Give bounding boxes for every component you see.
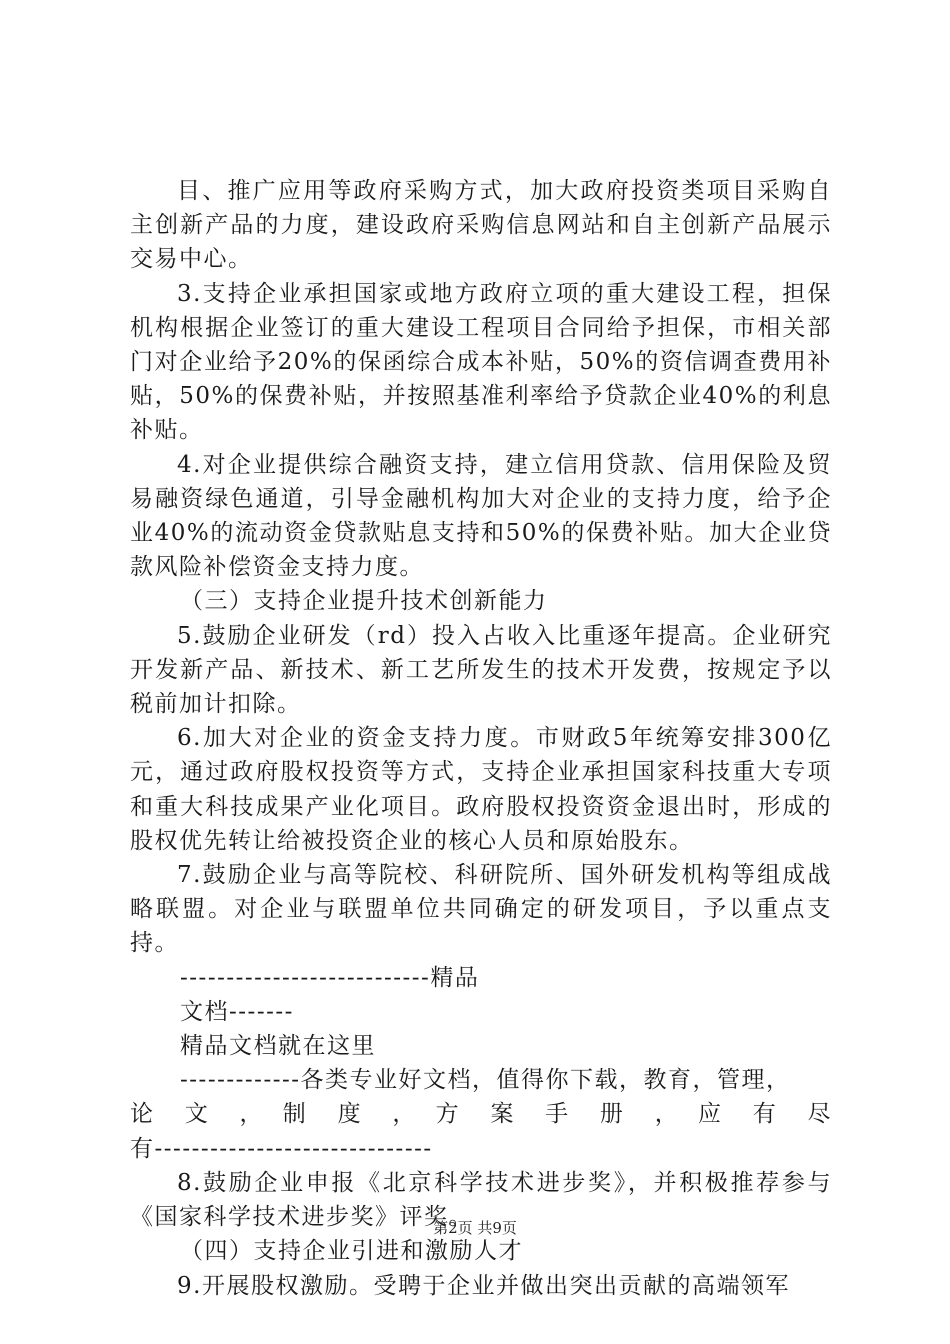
ad-line-3: 精品文档就在这里 <box>180 1033 376 1060</box>
page-footer: 第2页 共9页 <box>433 1219 517 1237</box>
paragraph-item-8: 8.鼓励企业申报《北京科学技术进步奖》，并积极推荐参与《国家科学技术进步奖》评奖。 <box>130 1169 832 1231</box>
paragraph-item-7: 7.鼓励企业与高等院校、科研院所、国外研发机构等组成战略联盟。对企业与联盟单位共同确定的研发项目，予以重点支持。 <box>130 862 832 957</box>
ad-line-4: -------------各类专业好文档，值得你下载，教育，管理， <box>180 1067 791 1094</box>
paragraph-item-3: 3.支持企业承担国家或地方政府立项的重大建设工程，担保机构根据企业签订的重大建设工程项目合同给予担保，市相关部门对企业给予20%的保函综合成本补贴，50%的资信调查费用补贴，50%的保费补贴，并按照基准利率给予贷款企业40%的利息补贴。 <box>130 280 832 444</box>
body-text <box>130 174 832 1303</box>
paragraph-item-4: 4.对企业提供综合融资支持，建立信用贷款、信用保险及贸易融资绿色通道，引导金融机构加大对企业的支持力度，给予企业40%的流动资金贷款贴息支持和50%的保费补贴。加大企业贷款风险补偿资金支持力度。 <box>130 451 832 581</box>
paragraph-item-9: 9.开展股权激励。受聘于企业并做出突出贡献的高端领军 <box>177 1272 790 1299</box>
ad-line-1: ---------------------------精品 <box>180 964 480 991</box>
paragraph-procurement: 目、推广应用等政府采购方式，加大政府投资类项目采购自主创新产品的力度，建设政府采购信息网站和自主创新产品展示交易中心。 <box>130 178 832 273</box>
paragraph-item-6: 6.加大对企业的资金支持力度。市财政5年统筹安排300亿元，通过政府股权投资等方式，支持企业承担国家科技重大专项和重大科技成果产业化项目。政府股权投资资金退出时，形成的股权优先转让给被投资企业的核心人员和原始股东。 <box>130 725 832 854</box>
section-heading-4: （四）支持企业引进和激励人才 <box>180 1238 523 1265</box>
ad-line-5: 论 文 ， 制 度 ， 方 案 手 册 ， 应 有 尽 <box>130 1101 832 1128</box>
ad-line-6: 有------------------------------ <box>130 1135 433 1162</box>
section-heading-3: （三）支持企业提升技术创新能力 <box>180 588 548 615</box>
paragraph-item-5: 5.鼓励企业研发（rd）投入占收入比重逐年提高。企业研究开发新产品、新技术、新工艺所发生的技术开发费，按规定予以税前加计扣除。 <box>130 622 832 718</box>
ad-line-2: 文档------- <box>180 998 294 1025</box>
